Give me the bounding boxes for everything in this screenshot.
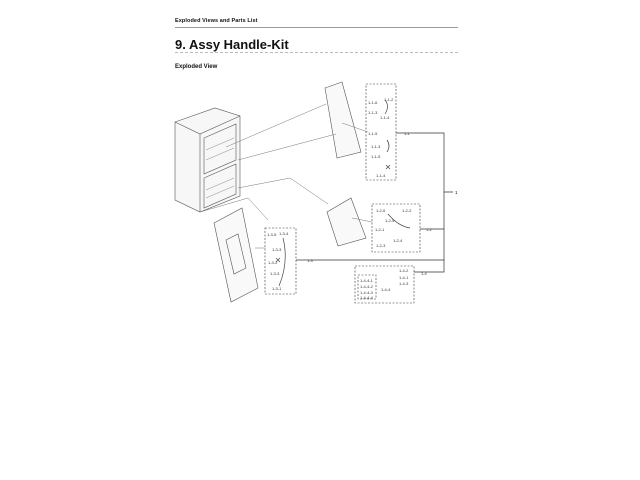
part-label: 1-2-2 bbox=[402, 208, 412, 213]
part-label: 1-2-5 bbox=[385, 218, 395, 223]
drawer-panel bbox=[327, 198, 366, 246]
part-label: 1-2-6 bbox=[376, 208, 386, 213]
part-label: 1-3-3 bbox=[272, 247, 282, 252]
part-label: 1-4-2 bbox=[399, 268, 409, 273]
callout-group-label: 1-3 bbox=[307, 258, 313, 263]
part-label: 1-3-1 bbox=[272, 286, 282, 291]
part-label: 1-4-3 bbox=[399, 281, 409, 286]
part-label: 1-1-3 bbox=[371, 144, 381, 149]
part-label: 1-2-1 bbox=[375, 227, 385, 232]
part-label: 1-3-5 bbox=[267, 232, 277, 237]
screw-label: 1-4-4-4 bbox=[360, 295, 373, 300]
callout-group-label: 1-1 bbox=[404, 131, 410, 136]
part-label: 1-1-3 bbox=[368, 110, 378, 115]
handle-part-icon bbox=[387, 140, 389, 152]
part-label: 1-1-4 bbox=[380, 115, 390, 120]
screw-label: 1-4-4-3 bbox=[360, 290, 373, 295]
part-label: 1-1-2 bbox=[384, 97, 394, 102]
header-label: Exploded Views and Parts List bbox=[175, 18, 258, 24]
screw-label: 1-4-4-2 bbox=[360, 284, 373, 289]
handle-part-icon bbox=[385, 100, 388, 114]
left-door-panel bbox=[214, 208, 258, 302]
part-label: 1-3-3 bbox=[270, 271, 280, 276]
part-label: 1-4-4 bbox=[381, 287, 391, 292]
callout-root: 1 bbox=[455, 190, 458, 195]
part-label: 1-4-1 bbox=[399, 275, 409, 280]
screw-label: 1-4-4-1 bbox=[360, 278, 373, 283]
refrigerator-cabinet-illustration bbox=[175, 108, 240, 212]
section-title: Exploded View bbox=[175, 64, 218, 70]
part-label: 1-1-5 bbox=[371, 154, 381, 159]
right-door-panel bbox=[325, 82, 361, 158]
callout-labels bbox=[267, 97, 458, 300]
screw-icon bbox=[386, 165, 390, 169]
part-label: 1-1-4 bbox=[376, 173, 386, 178]
part-label: 1-1-6 bbox=[368, 100, 378, 105]
part-label: 1-1-5 bbox=[368, 131, 378, 136]
part-label: 1-3-4 bbox=[279, 231, 289, 236]
callout-group-label: 1-2 bbox=[426, 227, 432, 232]
callout-group-label: 1-4 bbox=[421, 271, 427, 276]
part-label: 1-2-4 bbox=[393, 238, 403, 243]
part-label: 1-3-2 bbox=[268, 260, 278, 265]
part-label: 1-2-3 bbox=[376, 243, 386, 248]
page-title: 9. Assy Handle-Kit bbox=[175, 37, 289, 52]
